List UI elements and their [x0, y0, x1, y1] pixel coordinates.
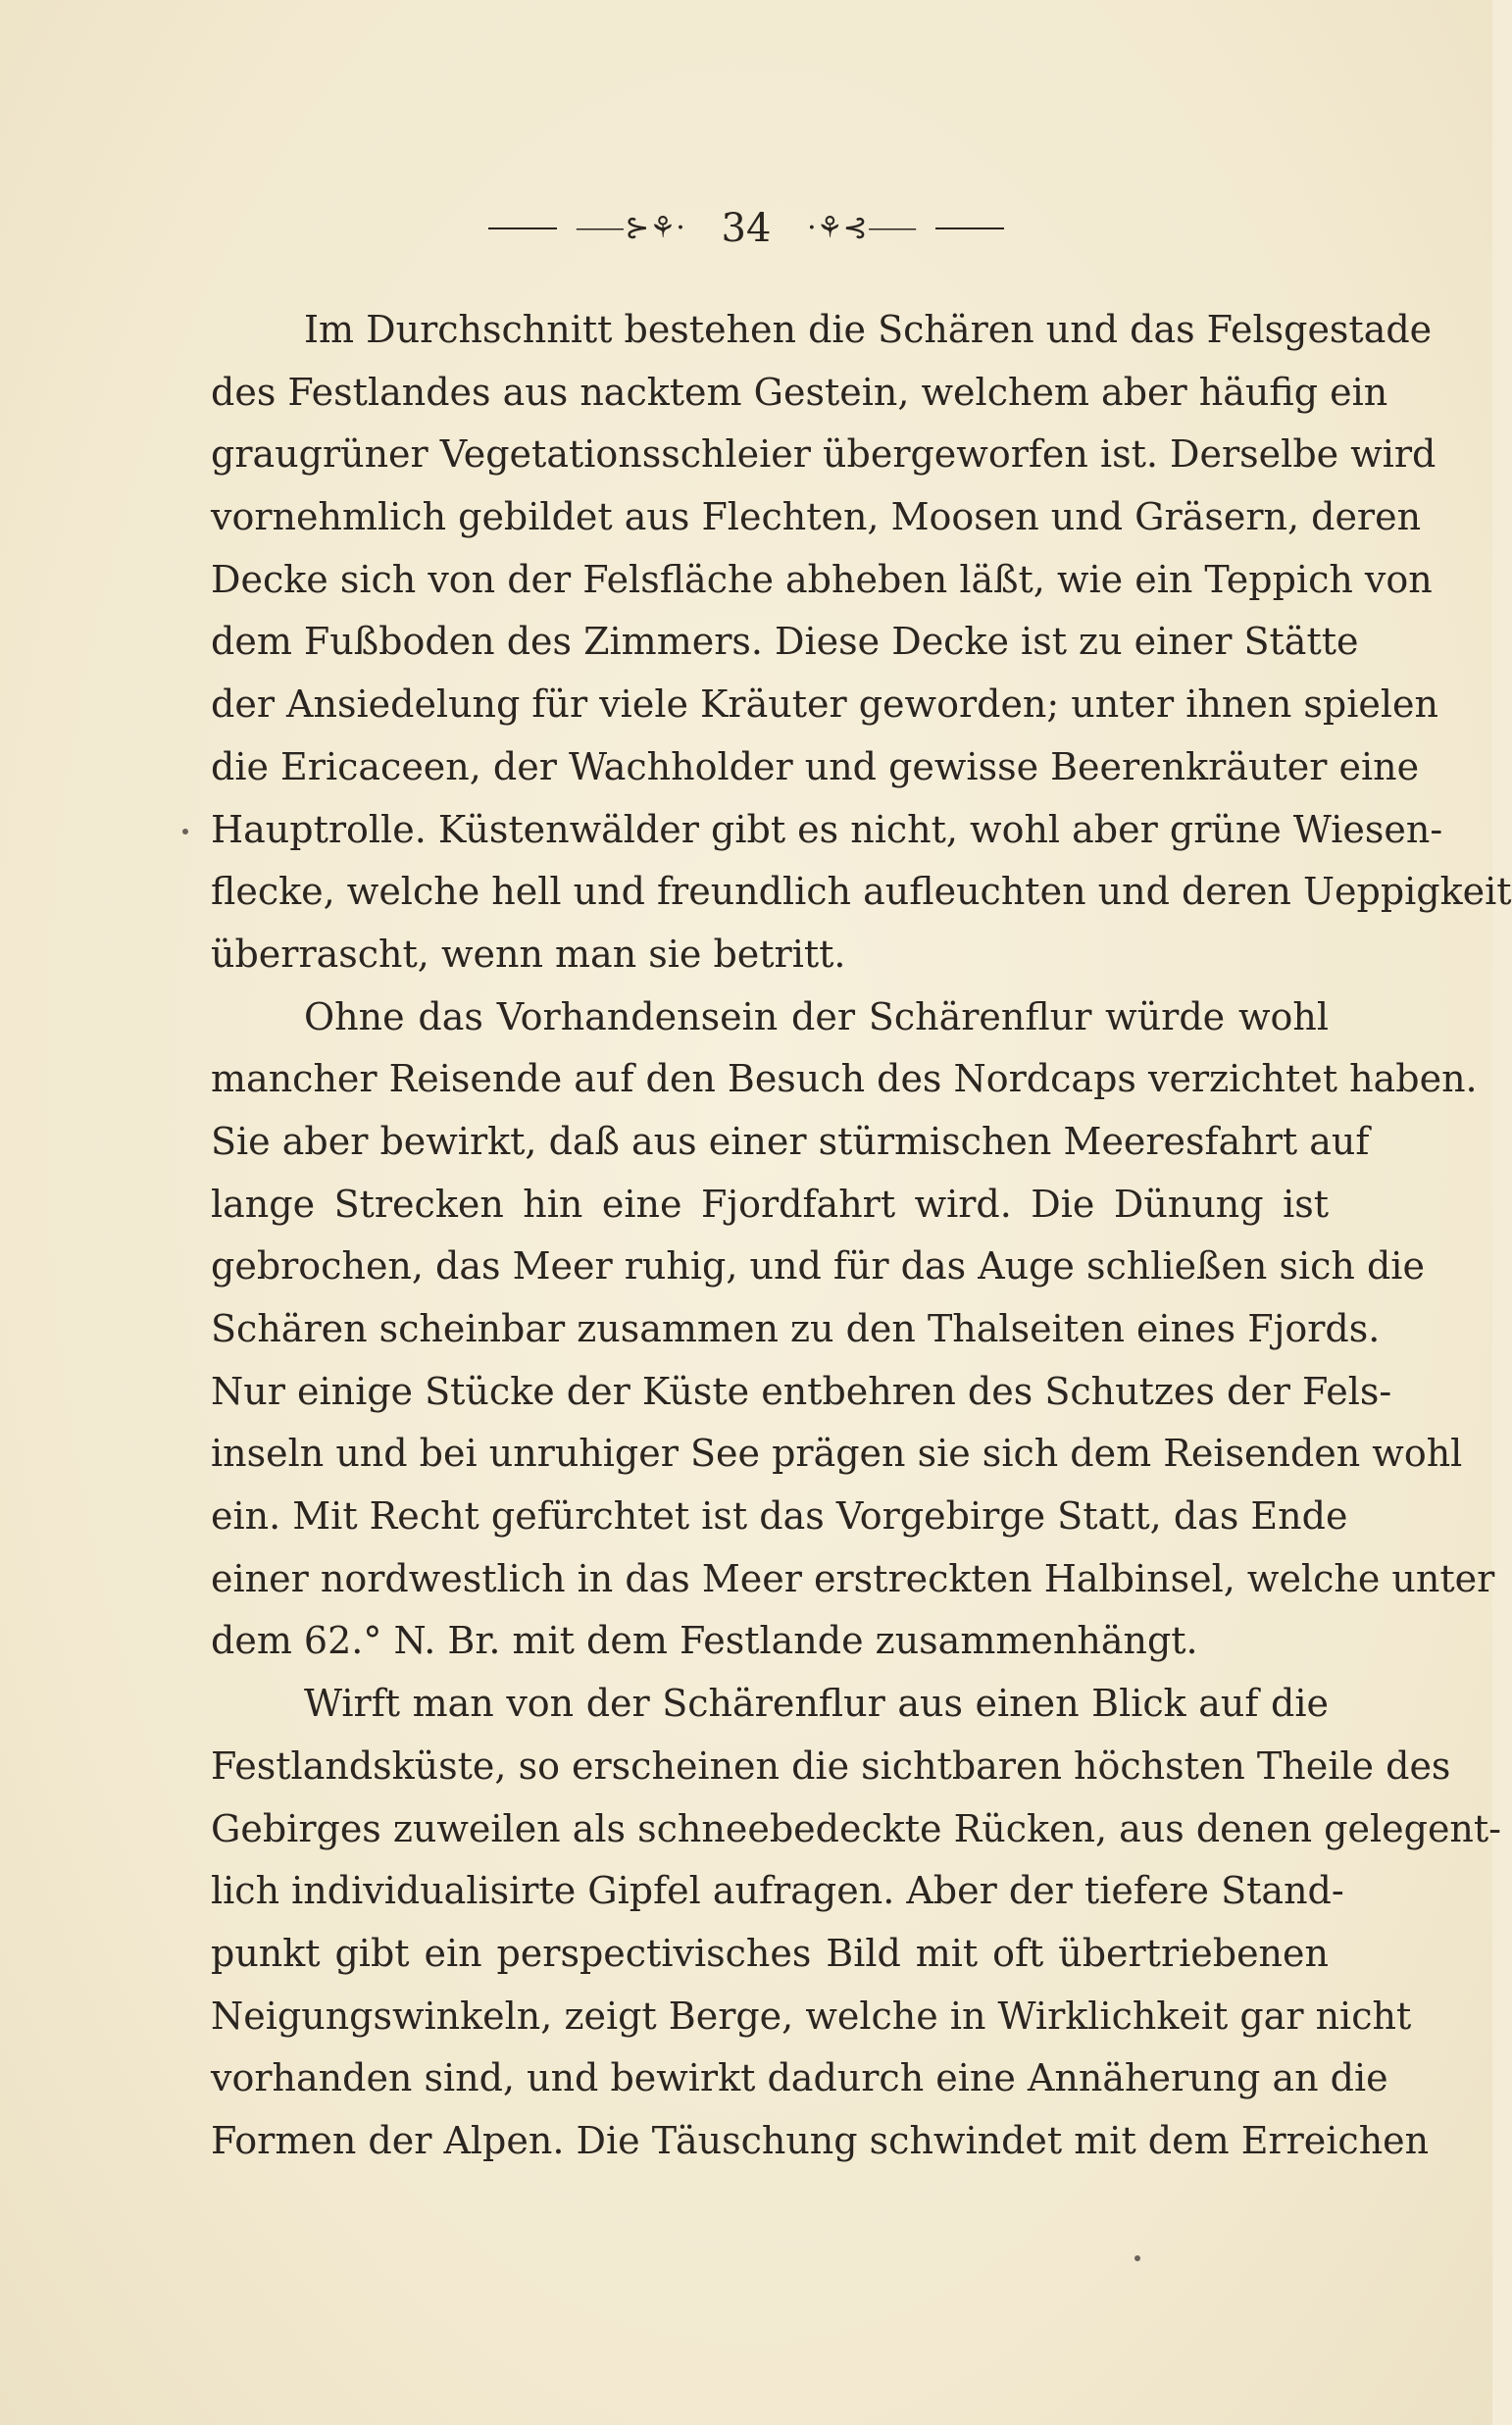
text-line: Nur einige Stücke der Küste entbehren des Schutzes der Fels- — [211, 1369, 1392, 1413]
header-rule-right — [935, 227, 1004, 229]
text-line: Gebirges zuweilen als schneebedeckte Rücken, aus denen gelegent- — [211, 1806, 1502, 1850]
text-line: lange Strecken hin eine Fjordfahrt wird. Die Dünung ist — [211, 1182, 1329, 1226]
text-line: Schären scheinbar zusammen zu den Thalseiten eines Fjords. — [211, 1307, 1381, 1350]
body-text — [211, 299, 1512, 2173]
header-ornament-left: ⸺⊱⚘· — [575, 211, 685, 245]
text-line: flecke, welche hell und freundlich aufleuchten und deren Ueppigkeit — [211, 870, 1512, 914]
text-line: Im Durchschnitt bestehen die Schären und das Felsgestade — [304, 308, 1433, 351]
text-line: inseln und bei unruhiger See prägen sie sich dem Reisenden wohl — [211, 1432, 1463, 1476]
paragraph-3 — [211, 1673, 1502, 2173]
text-line: ein. Mit Recht gefürchtet ist das Vorgebirge Statt, das Ende — [211, 1494, 1348, 1539]
text-line: punkt gibt ein perspectivisches Bild mit oft übertriebenen — [211, 1931, 1329, 1975]
page-number: 34 — [721, 206, 772, 251]
text-line: des Festlandes aus nacktem Gestein, welchem aber häufig ein — [211, 370, 1388, 414]
text-line: Ohne das Vorhandensein der Schärenflur würde wohl — [304, 994, 1329, 1038]
ink-speck — [182, 829, 188, 834]
text-line: Formen der Alpen. Die Täuschung schwindet mit dem Erreichen — [211, 2118, 1430, 2162]
page-header — [0, 201, 1492, 253]
text-line: der Ansiedelung für viele Kräuter geworden; unter ihnen spielen — [211, 682, 1438, 727]
header-ornament-right: ·⚘⊰⸺ — [807, 211, 918, 245]
text-line: dem 62.° N. Br. mit dem Festlande zusammenhängt. — [211, 1619, 1198, 1663]
text-line: überrascht, wenn man sie betritt. — [211, 932, 846, 976]
text-line: Sie aber bewirkt, daß aus einer stürmischen Meeresfahrt auf — [211, 1119, 1370, 1163]
text-line: Wirft man von der Schärenflur aus einen Blick auf die — [304, 1682, 1329, 1726]
text-line: lich individualisirte Gipfel aufragen. Aber der tiefere Stand- — [211, 1869, 1344, 1913]
text-line: vorhanden sind, und bewirkt dadurch eine Annäherung an die — [211, 2056, 1388, 2100]
text-line: dem Fußboden des Zimmers. Diese Decke ist zu einer Stätte — [211, 620, 1359, 664]
text-line: Decke sich von der Felsfläche abheben läßt, wie ein Teppich von — [211, 557, 1433, 601]
text-line: Hauptrolle. Küstenwälder gibt es nicht, wohl aber grüne Wiesen- — [211, 807, 1443, 851]
paragraph-1 — [211, 299, 1512, 986]
text-line: Festlandsküste, so erscheinen die sichtbaren höchsten Theile des — [211, 1743, 1451, 1788]
text-line: mancher Reisende auf den Besuch des Nordcaps verzichtet haben. — [211, 1057, 1478, 1101]
ink-speck — [1134, 2255, 1140, 2261]
header-rule-left — [488, 227, 557, 229]
text-line: einer nordwestlich in das Meer erstreckten Halbinsel, welche unter — [211, 1556, 1495, 1600]
paragraph-2 — [211, 986, 1495, 1674]
text-line: graugrüner Vegetationsschleier übergeworfen ist. Derselbe wird — [211, 432, 1436, 477]
text-line: vornehmlich gebildet aus Flechten, Moosen und Gräsern, deren — [211, 495, 1422, 539]
text-line: die Ericaceen, der Wachholder und gewisse Beerenkräuter eine — [211, 744, 1420, 788]
text-line: Neigungswinkeln, zeigt Berge, welche in Wirklichkeit gar nicht — [211, 1994, 1412, 2038]
text-line: gebrochen, das Meer ruhig, und für das Auge schließen sich die — [211, 1244, 1425, 1288]
